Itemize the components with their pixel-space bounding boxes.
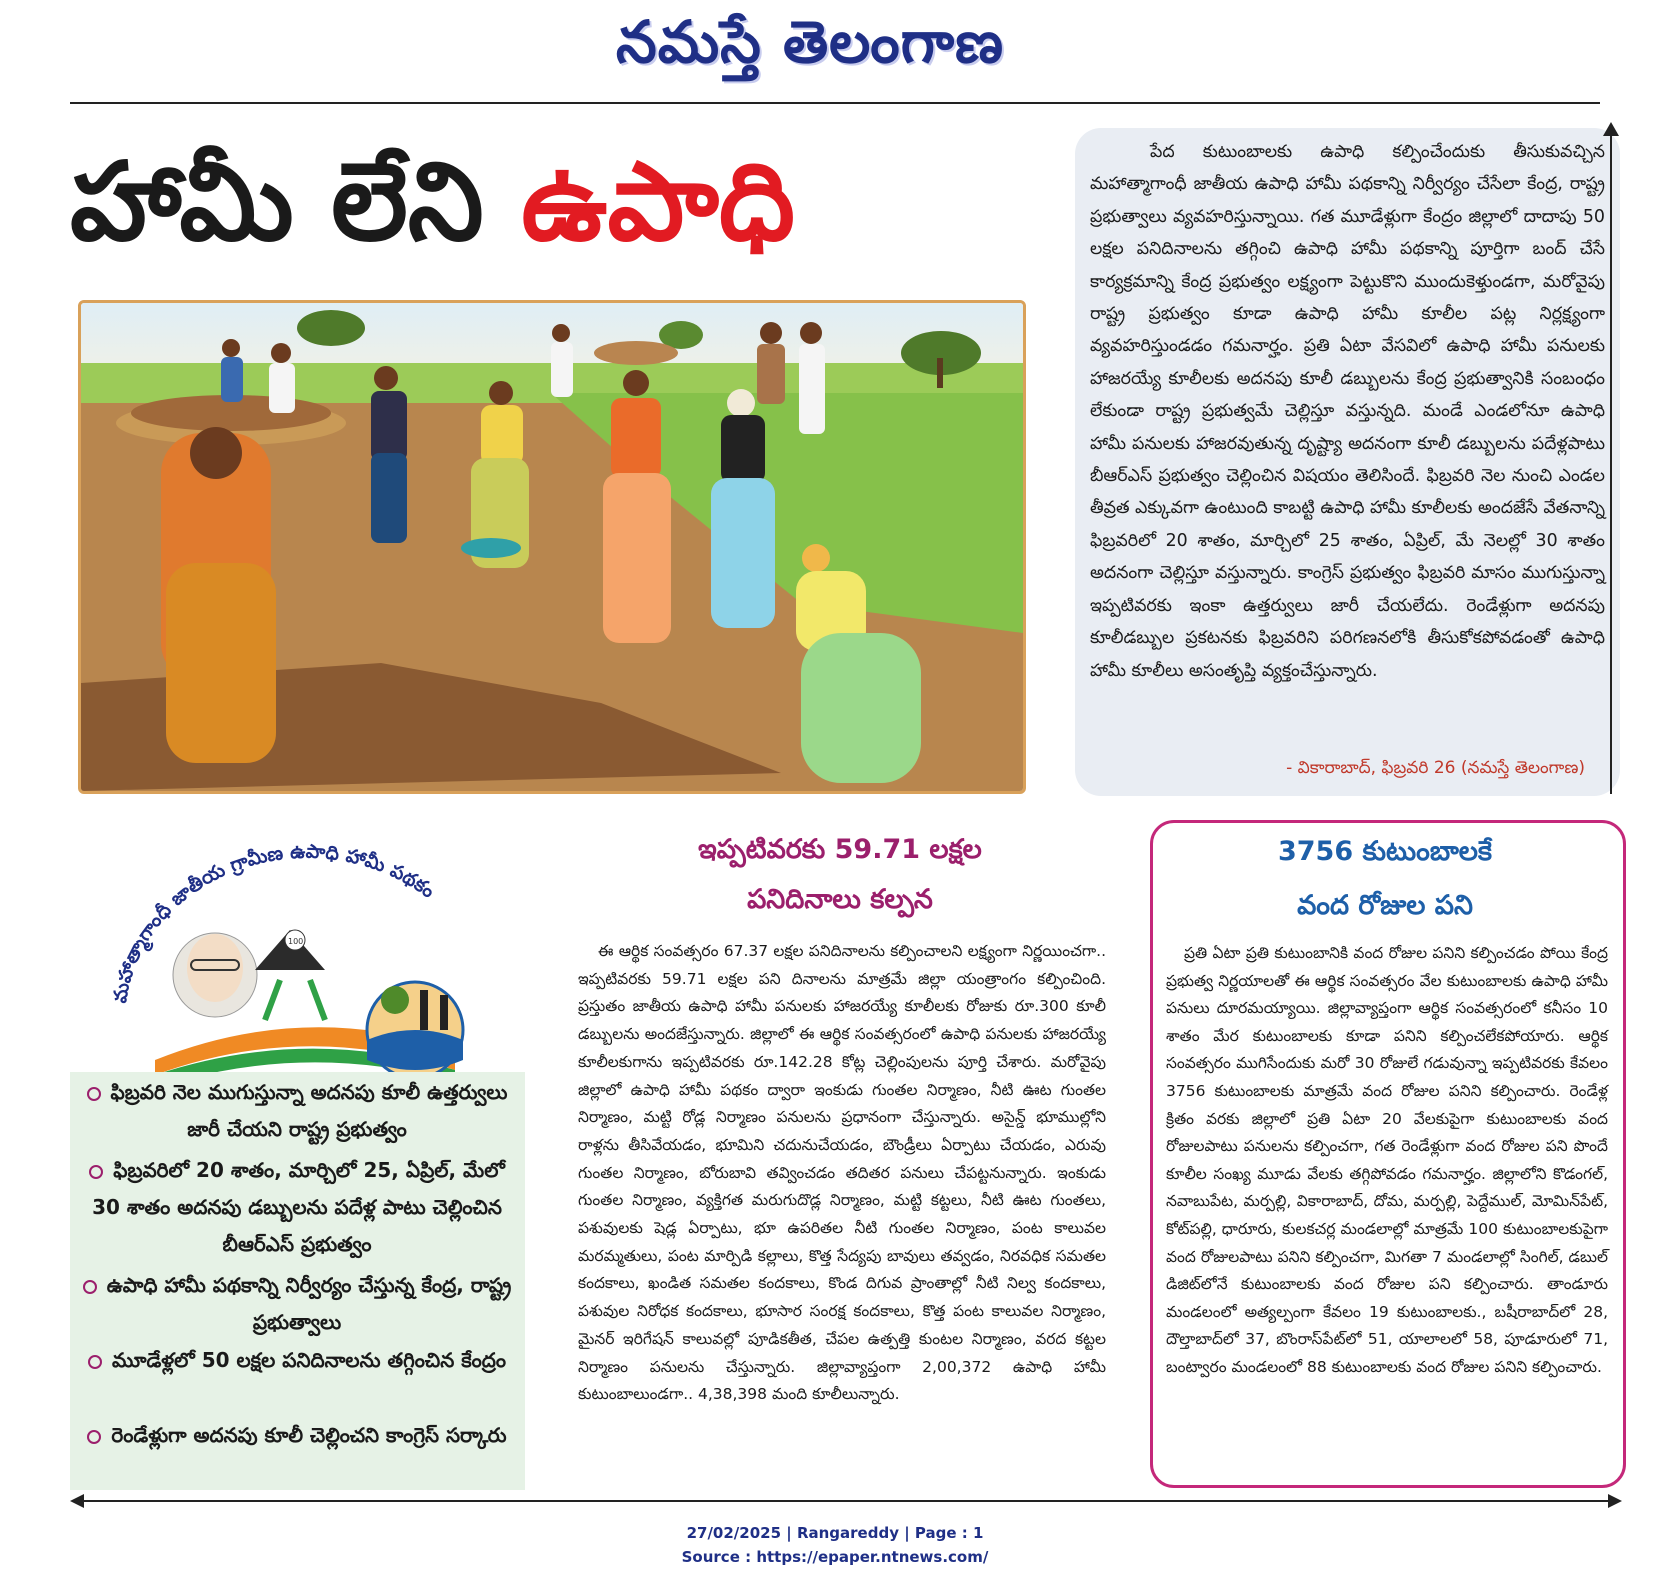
headline-part1: హామీ లేని: [70, 140, 484, 265]
logo-arc-text: మహాత్మాగాంధీ జాతీయ గ్రామీణ ఉపాధి హామీ పథకం: [108, 840, 439, 1005]
arrow-right-icon: [1608, 1494, 1622, 1508]
arrow-up-icon: [1603, 122, 1619, 136]
bullet-circle-icon: [89, 1165, 103, 1179]
bullet-circle-icon: [88, 1355, 102, 1369]
top-divider: [70, 102, 1600, 104]
right-heading-line2: వంద రోజుల పని: [1297, 890, 1473, 921]
middle-heading-line1: ఇప్పటివరకు 59.71 లక్షల: [698, 834, 982, 865]
headline-part2: ఉపాధి: [521, 140, 796, 265]
lead-dateline: - వికారాబాద్, ఫిబ్రవరి 26 (నమస్తే తెలంగాణ): [1286, 758, 1585, 778]
bullet-circle-icon: [83, 1280, 97, 1294]
middle-story-text: ఈ ఆర్థిక సంవత్సరం 67.37 లక్షల పనిదినాలను కల్పించాలని లక్ష్యంగా నిర్ణయించగా.. ఇప్పటివరకు 59.71 లక్షల పని దినాలను మాత్రమే జిల్లా యంత్రాంగం కల్పించింది. ప్రస్తుతం జాతీయ ఉపాధి హామీ పనులకు హాజరయ్యే కూలీలకు రోజుకు రూ.300 కూలీ డబ్బులను అందజేస్తున్నారు. జిల్లాలో ఈ ఆర్థిక సంవత్సరంలో ఉపాధి పనులకు హాజరయ్యే కూలీలకుగాను ఇప్పటివరకు రూ.142.28 కోట్ల చెల్లింపులను పూర్తి చేశారు. మరోవైపు జిల్లాలో ఉపాధి హామీ పథకం ద్వారా ఇంకుడు గుంతల నిర్మాణం, నీటి ఊట గుంతల నిర్మాణం, మట్టి రోడ్ల నిర్మాణం పనులను ప్రధానంగా చేస్తున్నారు. అసైన్డ్ భూముల్లోని రాళ్లను తీసివేయడం, భూమిని చదునుచేయడం, బౌండ్రీలు ఏర్పాటు చేయడం, ఎరువు గుంతల నిర్మాణం, బోరుబావి తవ్వించడం తదితర పనులు చేపట్టనున్నారు. ఇంకుడు గుంతల నిర్మాణం, వ్యక్తిగత మరుగుదొడ్ల నిర్మాణం, మట్టి కట్టలు, నీటి ఊట గుంతలు, పశువులకు షెడ్ల ఏర్పాటు, భూ ఉపరితల నీటి గుంతల నిర్మాణం, పంట కాలువల మరమ్మతులు, పంట మార్పిడి కల్లాలు, కొత్త సేద్యపు బావులు తవ్వడం, నిరవధిక సమతల కందకాలు, ఖండిత సమతల కందకాలు, కొండ దిగువ ప్రాంతాల్లో నీటి నిల్వ కందకాలు, పశువుల నిరోధక కందకాలు, భూసార సంరక్ష కందకాలు, కొత్త పంట కాలువల నిర్మాణం, మైనర్ ఇరిగేషన్ కాలువల్లో పూడికతీత, చేపల ఉత్పత్తి కుంటల నిర్మాణం, వరద కట్టల నిర్మాణం పనులను చేస్తున్నారు. జిల్లావ్యాప్తంగా 2,00,372 ఉపాధి హామీ కుటుంబాలుండగా.. 4,38,398 మంది కూలీలున్నారు.: [578, 942, 1106, 1404]
arrow-left-icon: [70, 1494, 84, 1508]
bullet-circle-icon: [87, 1087, 101, 1101]
lead-story-text: పేద కుటుంబాలకు ఉపాధి కల్పించేందుకు తీసుకువచ్చిన మహాత్మాగాంధీ జాతీయ ఉపాధి హామీ పథకాన్ని నిర్వీర్యం చేసేలా కేంద్ర, రాష్ట్ర ప్రభుత్వాలు వ్యవహరిస్తున్నాయి. గత మూడేళ్లుగా కేంద్రం జిల్లాలో దాదాపు 50 లక్షల పనిదినాలను తగ్గించి ఉపాధి హామీ పథకాన్ని పూర్తిగా బంద్ చేసే కార్యక్రమాన్ని కేంద్ర ప్రభుత్వం లక్ష్యంగా పెట్టుకొని ముందుకెళ్తుండగా, మరోవైపు రాష్ట్ర ప్రభుత్వం కూడా ఉపాధి హామీ కూలీల పట్ల నిర్లక్ష్యంగా వ్యవహరిస్తుండడం గమనార్హం. ప్రతి ఏటా వేసవిలో ఉపాధి హామీ పనులకు హాజరయ్యే కూలీలకు అదనపు కూలీ డబ్బులను కేంద్ర ప్రభుత్వానికి సంబంధం లేకుండా రాష్ట్ర ప్రభుత్వమే చెల్లిస్తూ వస్తున్నది. మండే ఎండలోనూ ఉపాధి హామీ పనులకు హాజరవుతున్న దృష్ట్యా అదనంగా కూలీ డబ్బులను పదేళ్లపాటు బీఆర్ఎస్ ప్రభుత్వం చెల్లించిన విషయం తెలిసిందే. ఫిబ్రవరి నెల నుంచి ఎండల తీవ్రత ఎక్కువగా ఉంటుంది కాబట్టి ఉపాధి హామీ కూలీలకు అందజేసే వేతనాన్ని ఫిబ్రవరిలో 20 శాతం, మార్చిలో 25 శాతం, ఏప్రిల్, మే నెలల్లో 30 శాతం అదనంగా చెల్లిస్తూ వస్తున్నారు. కాంగ్రెస్ ప్రభుత్వం ఫిబ్రవరి మాసం ముగుస్తున్నా ఇప్పటివరకు ఇంకా ఉత్తర్వులు జారీ చేయలేదు. రెండేళ్లుగా అదనపు కూలీడబ్బుల ప్రకటనకు ఫిబ్రవరిని పరిగణనలోకి తీసుకోకపోవడంతో ఉపాధి హామీ కూలీలు అసంతృప్తి వ్యక్తంచేస్తున్నారు.: [1090, 142, 1605, 681]
masthead-title: నమస్తే తెలంగాణ: [616, 8, 1004, 76]
footer-edition-info: 27/02/2025 | Rangareddy | Page : 1: [686, 1524, 984, 1542]
highlight-item: రెండేళ్లుగా అదనపు కూలీ చెల్లించని కాంగ్రెస్ సర్కారు: [82, 1417, 512, 1454]
highlight-item: మూడేళ్లలో 50 లక్షల పనిదినాలను తగ్గించిన కేంద్రం: [82, 1342, 512, 1379]
footer-source-link[interactable]: Source : https://epaper.ntnews.com/: [681, 1548, 989, 1566]
highlight-item: ఫిబ్రవరిలో 20 శాతం, మార్చిలో 25, ఏప్రిల్, మేలో 30 శాతం అదనపు డబ్బులను పదేళ్ల పాటు చెల్లించిన బీఆర్ఎస్ ప్రభుత్వం: [82, 1152, 512, 1263]
middle-heading-line2: పనిదినాలు కల్పన: [747, 884, 933, 915]
bottom-divider: [80, 1500, 1610, 1502]
workers-photo: [78, 300, 1026, 794]
highlight-item: ఉపాధి హామీ పథకాన్ని నిర్వీర్యం చేస్తున్న కేంద్ర, రాష్ట్ర ప్రభుత్వాలు: [82, 1267, 512, 1341]
column-divider-line: [1610, 124, 1612, 794]
highlight-item: ఫిబ్రవరి నెల ముగుస్తున్నా అదనపు కూలీ ఉత్తర్వులు జారీ చేయని రాష్ట్ర ప్రభుత్వం: [82, 1074, 512, 1148]
mgnregs-logo: [108, 840, 480, 1060]
logo-badge-text: 100: [288, 937, 304, 946]
bullet-circle-icon: [87, 1430, 101, 1444]
mgnregs-logo-graphic: [95, 820, 515, 1080]
right-heading-line1: 3756 కుటుంబాలకే: [1277, 836, 1493, 867]
svg-text:మహాత్మాగాంధీ జాతీయ గ్రామీణ ఉపా: [109, 841, 439, 1005]
right-story-text: ప్రతి ఏటా ప్రతి కుటుంబానికి వంద రోజుల పనిని కల్పించడం పోయి కేంద్ర ప్రభుత్వ నిర్ణయాలతో ఈ ఆర్థిక సంవత్సరం వేల కుటుంబాలకు ఉపాధి హామీ పనులు దూరమయ్యాయి. జిల్లావ్యాప్తంగా ఆర్థిక సంవత్సరంలో కనీసం 10 శాతం మేర కుటుంబాలకు కూడా పనిని కల్పించలేకపోయారు. ఆర్థిక సంవత్సరం ముగిసేందుకు మరో 30 రోజులే గడువున్నా ఇప్పటివరకు కేవలం 3756 కుటుంబాలకు మాత్రమే వంద రోజుల పనిని కల్పించారు. రెండేళ్ల క్రితం వరకు జిల్లాలో ప్రతి ఏటా 20 వేలకుపైగా కుటుంబాలకు వంద రోజులపాటు పనులను కల్పించగా, గత రెండేళ్లుగా వంద రోజుల పని పొందే కూలీల సంఖ్య మూడు వేలకు తగ్గిపోవడం గమనార్హం. జిల్లాలోని కొడంగల్, నవాబుపేట, మర్పల్లి, వికారాబాద్, దోమ, మర్పల్లి, పెద్దేముల్, మోమిన్‌పేట్, కోట్‌పల్లి, ధారూరు, కులకచర్ల మండలాల్లో మాత్రమే 100 కుటుంబాలకుపైగా వంద రోజులపాటు పనిని కల్పించగా, మిగతా 7 మండలాల్లో సింగిల్, డబుల్ డిజిట్‌లోనే కుటుంబాలకు వంద రోజుల పని కల్పించారు. తాండూరు మండలంలో అత్యల్పంగా కేవలం 19 కుటుంబాలకు., బషీరాబాద్‌లో 28, దౌల్తాబాద్‌లో 37, బొంరాస్‌పేట్‌లో 51, యాలాలలో 58, పూడూరులో 71, బంట్వారం మండలంలో 88 కుటుంబాలకు వంద రోజుల పనిని కల్పించారు.: [1166, 944, 1608, 1376]
highlights-box: [70, 1072, 525, 1490]
headline: [70, 118, 1070, 288]
workers-photo-illustration: [81, 303, 1023, 791]
